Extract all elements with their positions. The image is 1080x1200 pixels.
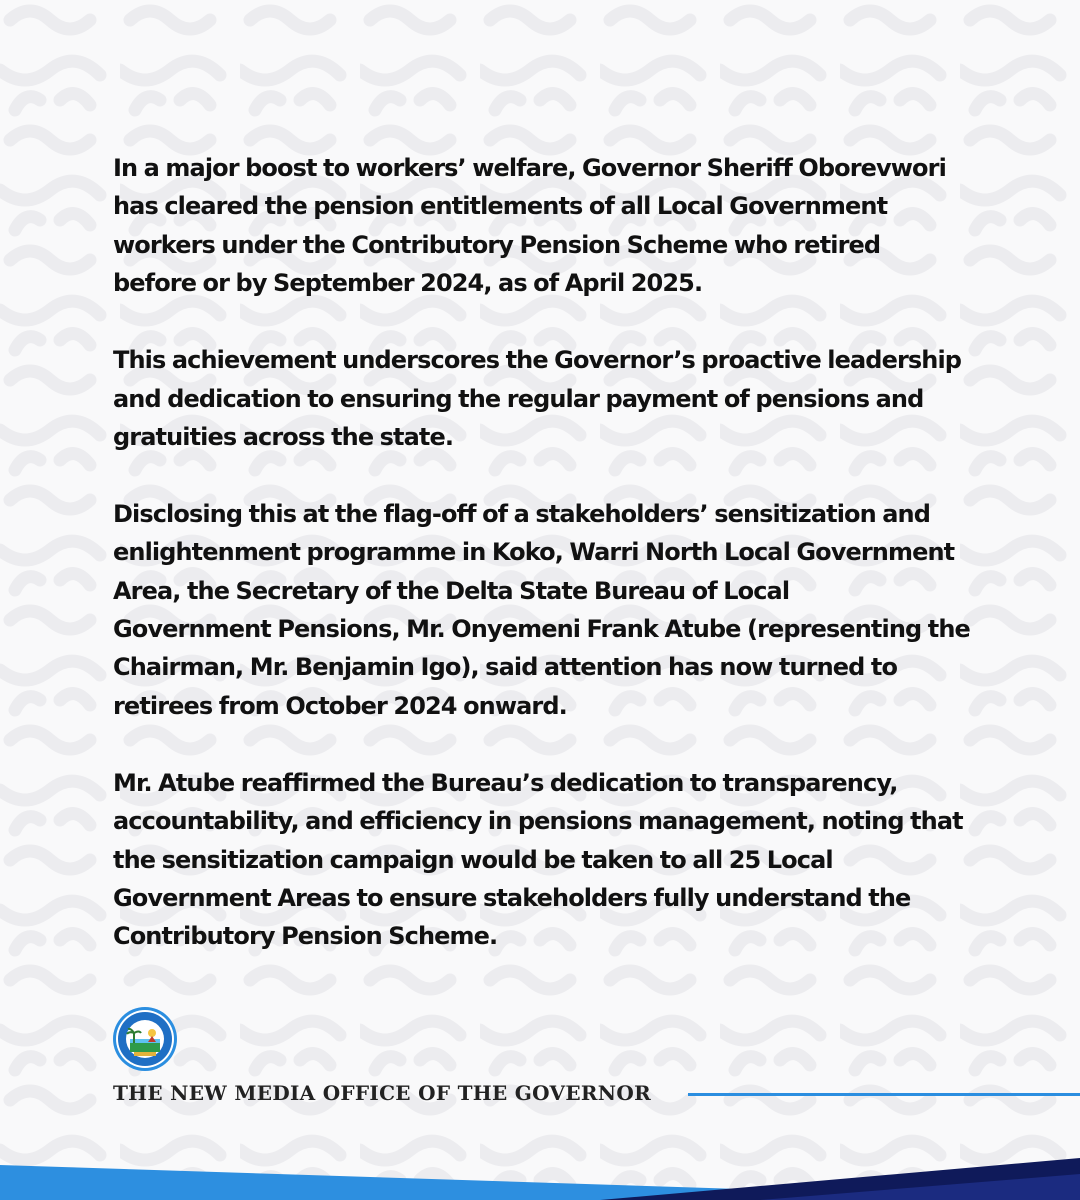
text-line: Government Pensions, Mr. Onyemeni Frank Atube (representing the (113, 615, 970, 644)
text-line: Disclosing this at the flag-off of a stakeholders’ sensitization and (113, 499, 931, 528)
text-line: Chairman, Mr. Benjamin Igo), said attention has now turned to (113, 653, 898, 682)
text-line: gratuities across the state. (113, 422, 454, 451)
paragraph-1 (113, 149, 1013, 303)
footer-divider (688, 1093, 1080, 1096)
paragraph-2 (113, 341, 1013, 456)
text-line: the sensitization campaign would be taken to all 25 Local (113, 845, 833, 874)
text-line: enlightenment programme in Koko, Warri North Local Government (113, 538, 955, 567)
text-line: This achievement underscores the Governor’s proactive leadership (113, 346, 962, 375)
text-line: Area, the Secretary of the Delta State Bureau of Local (113, 576, 790, 605)
footer-office-title: THE NEW MEDIA OFFICE OF THE GOVERNOR (113, 1081, 652, 1105)
text-line: and dedication to ensuring the regular payment of pensions and (113, 384, 924, 413)
paragraph-3 (113, 495, 1013, 725)
text-line: workers under the Contributory Pension Scheme who retired (113, 230, 881, 259)
text-line: accountability, and efficiency in pensions management, noting that (113, 807, 963, 836)
text-line: Mr. Atube reaffirmed the Bureau’s dedication to transparency, (113, 768, 898, 797)
bottom-accent-band (0, 1150, 1080, 1200)
paragraph-4 (113, 764, 1013, 956)
delta-state-seal-icon (112, 1006, 178, 1072)
text-line: retirees from October 2024 onward. (113, 691, 567, 720)
text-line: has cleared the pension entitlements of all Local Government (113, 192, 888, 221)
text-line: Government Areas to ensure stakeholders fully understand the (113, 884, 911, 912)
text-line: In a major boost to workers’ welfare, Governor Sheriff Oborevwori (113, 154, 946, 182)
text-line: before or by September 2024, as of April 2025. (113, 269, 703, 298)
article-body (113, 149, 1013, 994)
text-line: Contributory Pension Scheme. (113, 922, 498, 951)
